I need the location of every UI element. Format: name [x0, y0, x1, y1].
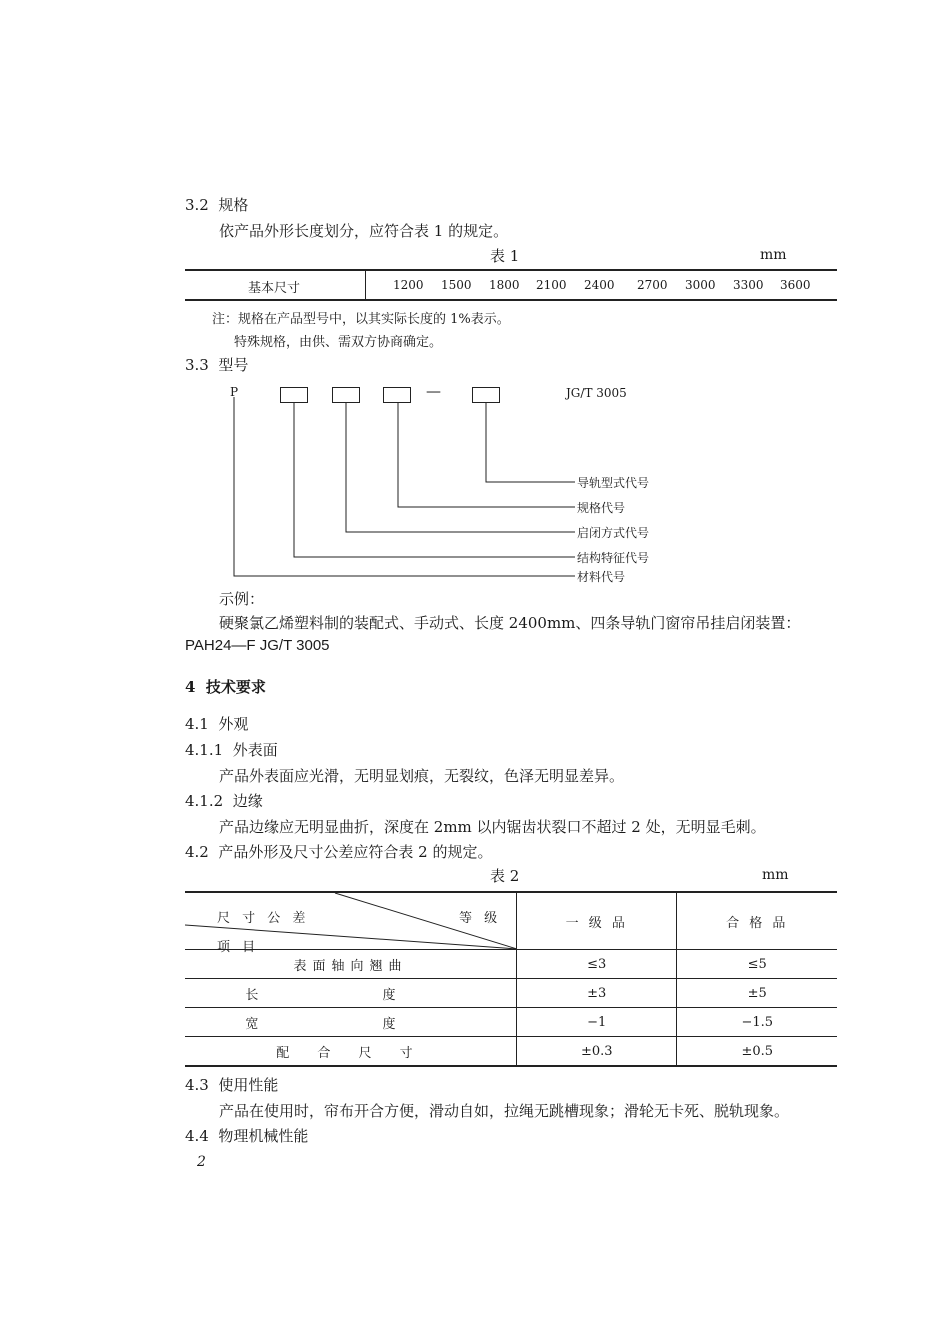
- section-4-2-heading: [185, 841, 493, 862]
- section-number: 4.2: [185, 843, 209, 861]
- section-title: 产品外形及尺寸公差应符合表 2 的规定。: [218, 843, 493, 861]
- table2-qualified: −1.5: [677, 1008, 837, 1037]
- section-4-heading: [185, 676, 266, 697]
- section-4-1-1-body: 产品外表面应光滑，无明显划痕，无裂纹，色泽无明显差异。: [219, 767, 625, 785]
- table2-unit: mm: [762, 867, 789, 883]
- table1-caption: 表 1: [490, 247, 520, 265]
- table2-header-grade: 等 级: [459, 911, 502, 926]
- example-label: 示例：: [219, 590, 265, 608]
- example-code: PAH24—F JG/T 3005: [185, 637, 330, 654]
- page-number: 2: [197, 1154, 206, 1170]
- table-row: [185, 1037, 837, 1067]
- table2-header-tolerance: 尺 寸 公 差: [217, 911, 310, 926]
- section-title: 型号: [218, 356, 249, 374]
- section-number: 4: [185, 678, 196, 696]
- model-label: 启闭方式代号: [577, 526, 650, 540]
- section-4-1-1-heading: [185, 739, 278, 760]
- model-label: 材料代号: [577, 570, 626, 584]
- table2-qualified: ±0.5: [677, 1037, 837, 1067]
- model-standard: JG/T 3005: [566, 386, 627, 400]
- example-text: 硬聚氯乙烯塑料制的装配式、手动式、长度 2400mm、四条导轨门窗帘吊挂启闭装置：: [219, 614, 801, 632]
- model-leader-lines: [0, 0, 950, 600]
- table2-qualified: ±5: [677, 979, 837, 1008]
- model-label: 导轨型式代号: [577, 476, 650, 490]
- table1-unit: mm: [760, 247, 787, 263]
- section-number: 4.4: [185, 1127, 209, 1145]
- section-number: 4.1.2: [185, 792, 224, 810]
- table-row: [185, 950, 837, 979]
- section-title: 使用性能: [218, 1076, 279, 1094]
- model-label: 结构特征代号: [577, 551, 650, 565]
- table2-qualified: ≤5: [677, 950, 837, 979]
- section-number: 3.3: [185, 356, 209, 374]
- table1-value: 1800: [489, 278, 520, 292]
- table2-item: 宽 度: [185, 1008, 516, 1037]
- section-4-1-2-body: 产品边缘应无明显曲折，深度在 2mm 以内锯齿状裂口不超过 2 处，无明显毛刺。: [219, 818, 766, 836]
- table1-label: 基本尺寸: [248, 281, 301, 296]
- section-3-2-body: 依产品外形长度划分，应符合表 1 的规定。: [219, 222, 509, 240]
- section-title: 技术要求: [205, 678, 266, 696]
- table2-item: 配 合 尺 寸: [185, 1037, 516, 1067]
- section-number: 4.3: [185, 1076, 209, 1094]
- table1-value: 2400: [584, 278, 615, 292]
- table2-caption: 表 2: [490, 867, 520, 885]
- table2-col-qualified: 合 格 品: [677, 892, 837, 950]
- table1-value: 1200: [393, 278, 424, 292]
- model-label: 规格代号: [577, 501, 626, 515]
- section-title: 边缘: [232, 792, 263, 810]
- section-title: 物理机械性能: [218, 1127, 309, 1145]
- table1-note-2: 特殊规格，由供、需双方协商确定。: [234, 335, 443, 350]
- section-title: 外表面: [232, 741, 278, 759]
- section-title: 外观: [218, 715, 249, 733]
- table2-first: ±0.3: [516, 1037, 677, 1067]
- section-4-3-body: 产品在使用时，帘布开合方便，滑动自如，拉绳无跳槽现象；滑轮无卡死、脱轨现象。: [219, 1102, 790, 1120]
- model-prefix: P: [230, 385, 239, 399]
- section-4-3-heading: [185, 1074, 278, 1095]
- table2-diagonal-header: [185, 892, 516, 955]
- table1-value: 1500: [441, 278, 472, 292]
- section-4-1-heading: [185, 713, 248, 734]
- model-dash: —: [426, 382, 441, 400]
- table1-value: 3300: [733, 278, 764, 292]
- table2-header-row: [185, 892, 837, 950]
- section-number: 3.2: [185, 196, 209, 214]
- table1-value: 3000: [685, 278, 716, 292]
- table2-first: ±3: [516, 979, 677, 1008]
- table2-item: 表面轴向翘曲: [185, 950, 516, 979]
- table2-first: −1: [516, 1008, 677, 1037]
- table1-value: 2100: [536, 278, 567, 292]
- table2: [185, 891, 837, 1067]
- section-4-4-heading: [185, 1125, 308, 1146]
- section-4-1-2-heading: [185, 790, 263, 811]
- table1-note: 注：规格在产品型号中，以其实际长度的 1%表示。: [212, 312, 510, 327]
- table-row: [185, 1008, 837, 1037]
- table2-item: 长 度: [185, 979, 516, 1008]
- table1-value: 3600: [780, 278, 811, 292]
- table2-header-item: 项 目: [217, 940, 260, 955]
- table2-col-first: 一 级 品: [516, 892, 677, 950]
- section-number: 4.1.1: [185, 741, 224, 759]
- table1-value: 2700: [637, 278, 668, 292]
- table2-first: ≤3: [516, 950, 677, 979]
- table-row: [185, 979, 837, 1008]
- section-title: 规格: [218, 196, 249, 214]
- section-number: 4.1: [185, 715, 209, 733]
